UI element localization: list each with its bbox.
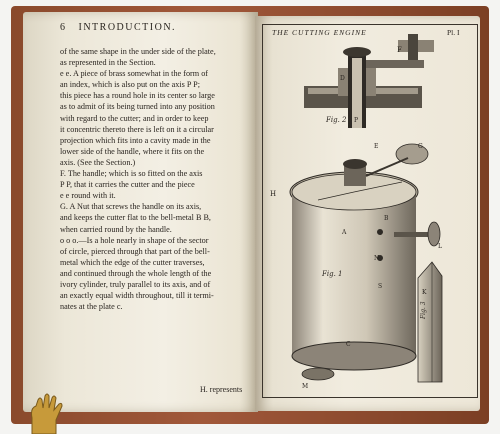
text-line: it concentric thereto there is left on it a circular (60, 124, 214, 134)
fig1-cylinder-drawing (290, 144, 440, 380)
body-text (60, 46, 250, 312)
text-line: F. The handle; which is so fitted on the axis (60, 169, 203, 179)
fig2-section-drawing (304, 34, 434, 128)
text-line: P P, that it carries the cutter and the piece (60, 180, 195, 190)
running-header (60, 22, 250, 33)
plate-title: THE CUTTING ENGINE (272, 28, 367, 37)
text-line: ivory cylinder, truly parallel to its axis, and of (60, 279, 211, 289)
text-line: an index, which is also put on the axis P P; (60, 80, 201, 90)
text-line: when carried round by the handle. (60, 224, 172, 234)
text-line: this piece has a round hole in its center so large (60, 91, 215, 101)
label-C: C (346, 341, 351, 348)
label-M: M (302, 383, 309, 390)
page-number: 6 (60, 22, 67, 33)
text-line: an exactly equal width throughout, till it termi- (60, 291, 214, 301)
brass-hand-weight (26, 392, 76, 434)
cutting-engine-engraving (262, 24, 476, 396)
text-line: lower side of the handle, where it fits on the (60, 146, 205, 156)
label-B: B (384, 215, 389, 222)
text-line: projection which fits into a cavity made in the (60, 135, 211, 145)
text-line: G. A Nut that screws the handle on its axis, (60, 202, 202, 212)
label-fig2: Fig. 2 (326, 116, 347, 124)
label-H: H (270, 190, 277, 198)
label-K: K (422, 289, 427, 296)
label-N: N (374, 255, 380, 262)
text-line: e e round with it. (60, 191, 116, 201)
label-F: F (397, 46, 402, 54)
text-line: of circle, pierced through that part of the bell- (60, 246, 210, 256)
text-line: axis. (See the Section.) (60, 157, 136, 167)
text-line: as represented in the Section. (60, 58, 156, 68)
label-fig3: Fig. 3 (420, 301, 427, 319)
catchword: H. represents (200, 385, 243, 394)
fig3-block-drawing (418, 262, 442, 382)
plate-number: Pl. I (447, 28, 460, 37)
running-head: INTRODUCTION. (78, 22, 177, 33)
label-G: G (418, 143, 423, 150)
text-line: and keeps the cutter flat to the bell-metal B B, (60, 213, 211, 223)
text-line: metal which the edge of the cutter traverses, (60, 257, 205, 267)
text-line: nates at the plate c. (60, 302, 123, 312)
label-fig1: Fig. 1 (322, 270, 343, 278)
label-S: S (378, 283, 383, 290)
label-P: P (354, 117, 359, 124)
text-line: with regard to the cutter; and in order to keep (60, 113, 209, 123)
text-line: o o o.—Is a hole nearly in shape of the sector (60, 235, 209, 245)
label-E: E (374, 143, 379, 150)
text-line: as to admit of its being turned into any position (60, 102, 215, 112)
label-A: A (342, 229, 347, 236)
text-line: and continued through the whole length of the (60, 268, 212, 278)
label-D: D (340, 75, 345, 82)
text-line: of the same shape in the under side of the plate, (60, 47, 216, 56)
label-L: L (438, 243, 442, 250)
text-line: e e. A piece of brass somewhat in the form of (60, 69, 209, 79)
